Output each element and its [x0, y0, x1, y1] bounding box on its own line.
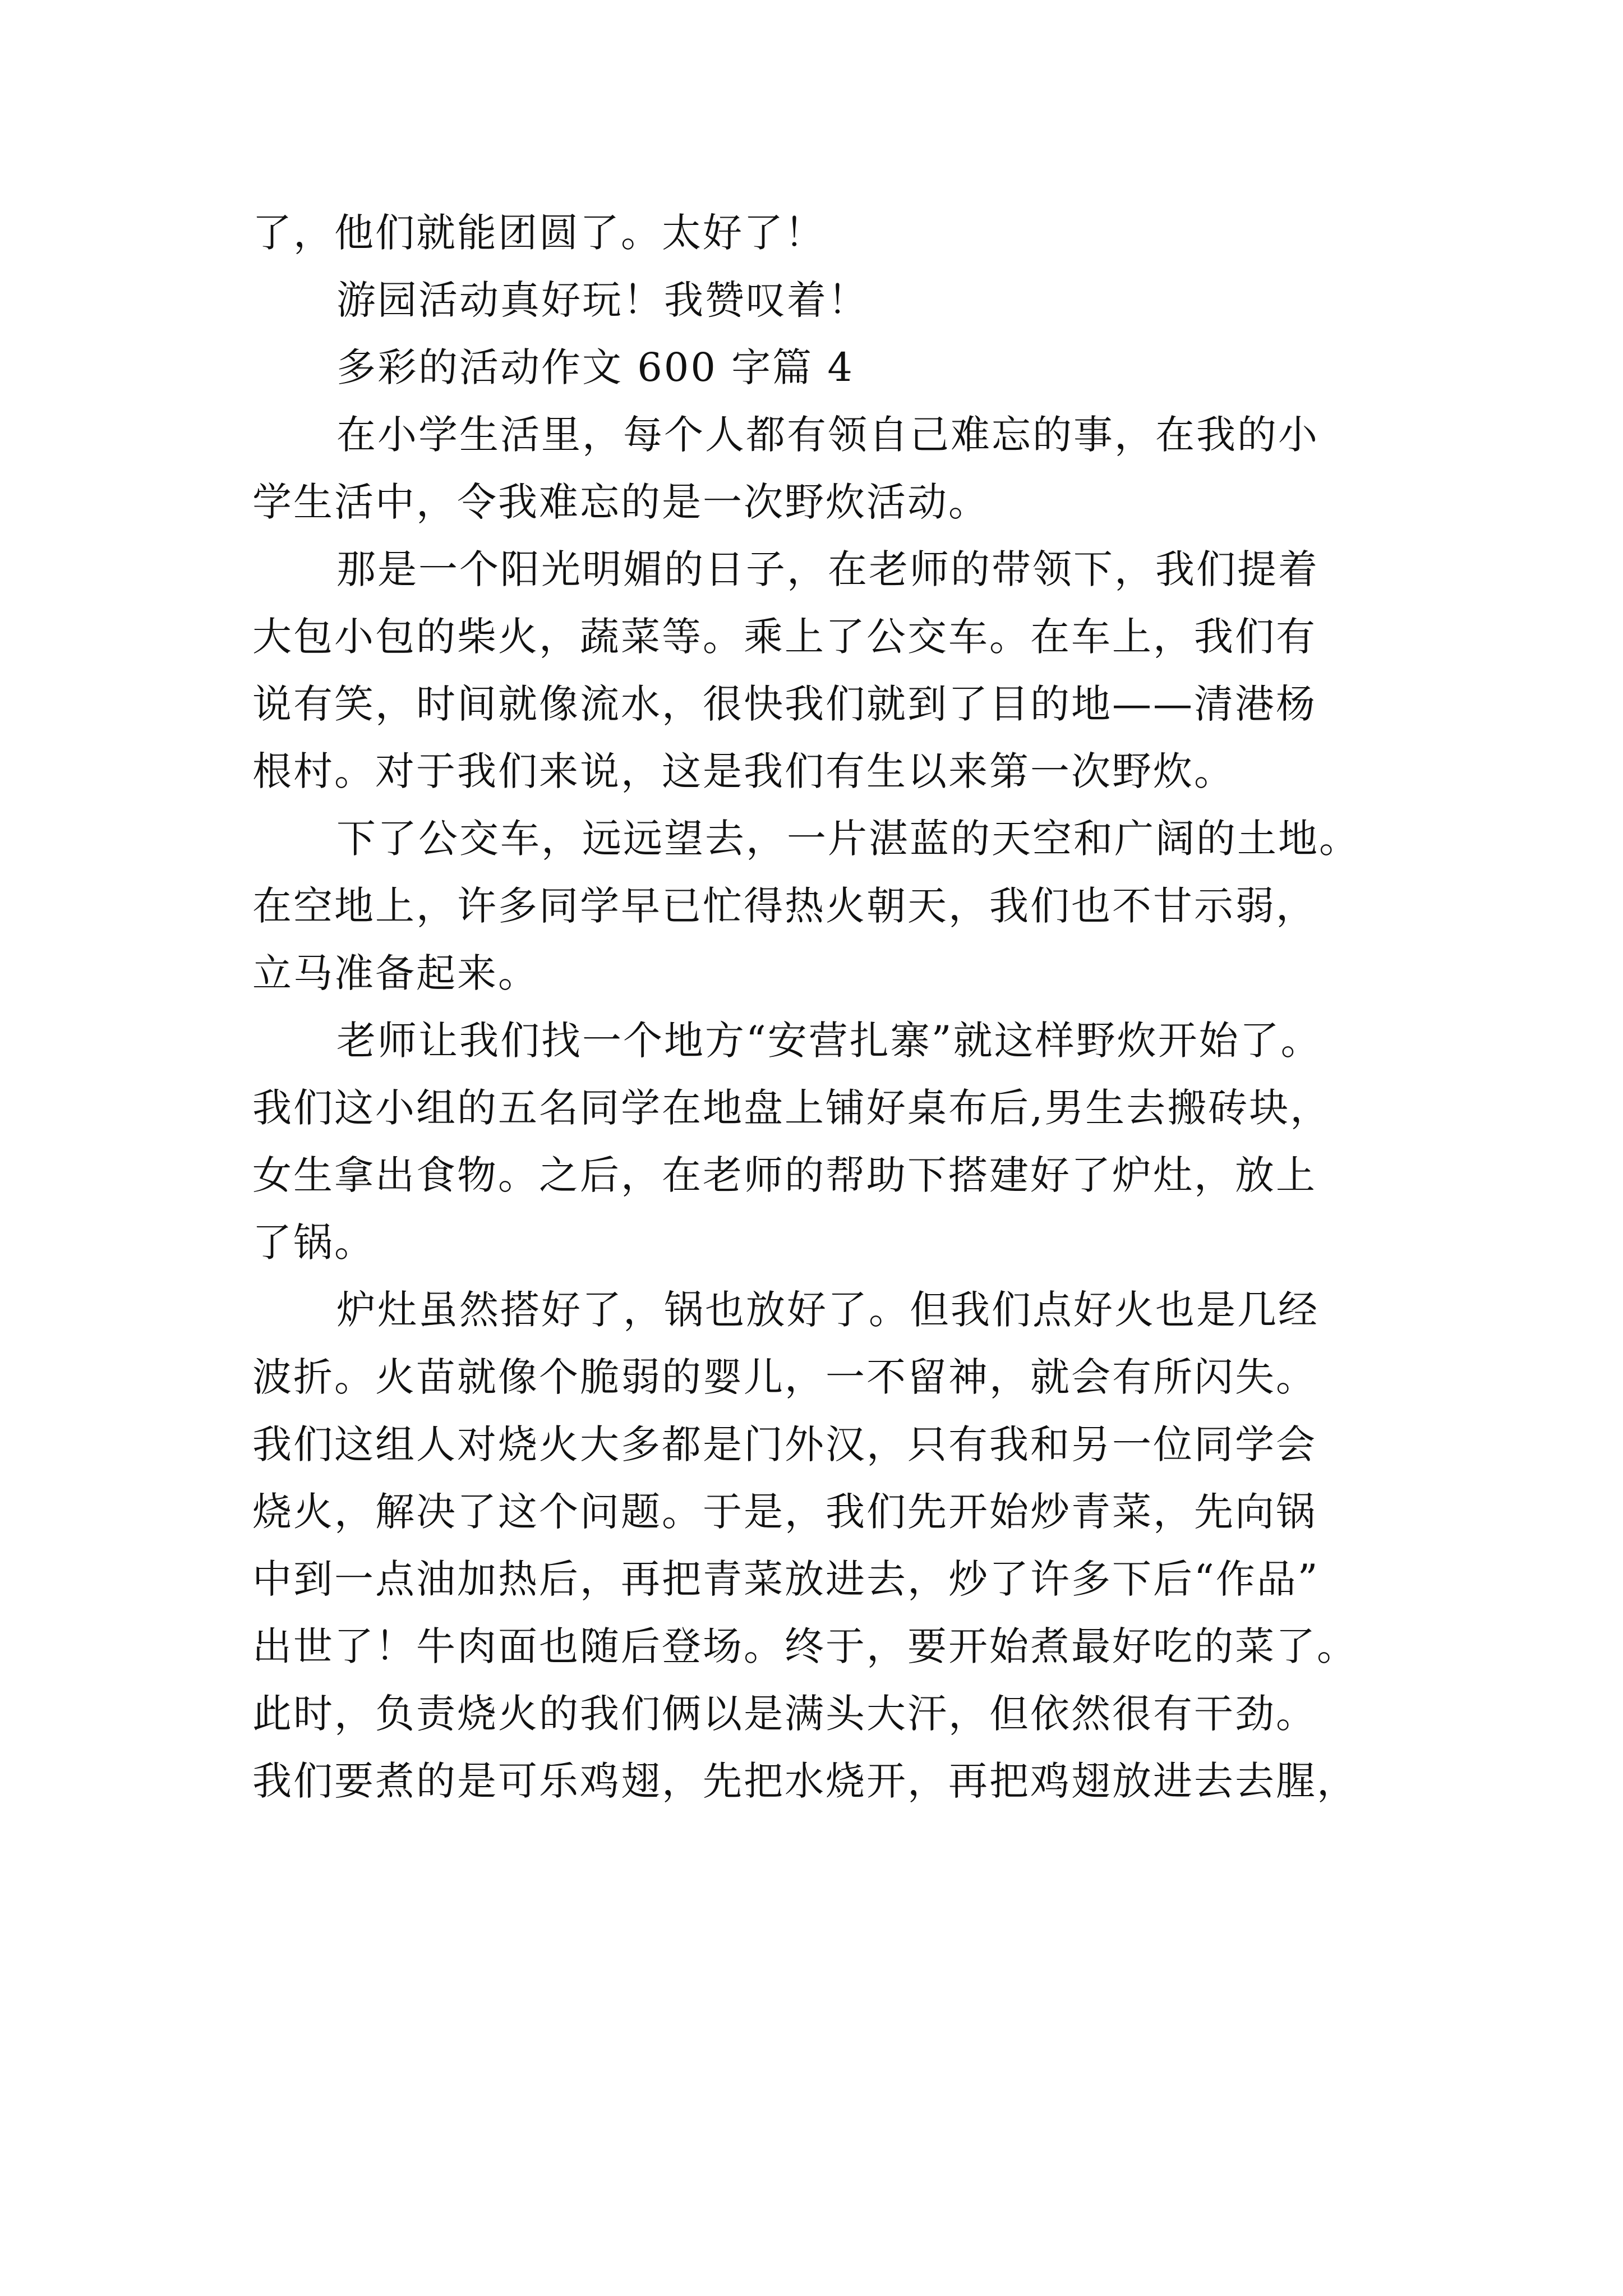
text-line: 了，他们就能团圆了。太好了！: [252, 210, 826, 256]
text-line: 大包小包的柴火，蔬菜等。乘上了公交车。在车上，我们有: [252, 614, 1317, 660]
text-line: 下了公交车，远远望去，一片湛蓝的天空和广阔的土地。: [336, 816, 1360, 862]
document-body: [252, 199, 1396, 1815]
text-line: 炉灶虽然搭好了，锅也放好了。但我们点好火也是几经: [336, 1287, 1319, 1333]
text-line: 立马准备起来。: [252, 950, 539, 996]
text-line: 老师让我们找一个地方“安营扎寨”就这样野炊开始了。: [336, 1018, 1322, 1064]
text-line: 在小学生活里，每个人都有领自己难忘的事，在我的小: [336, 412, 1319, 458]
text-line: 那是一个阳光明媚的日子，在老师的带领下，我们提着: [336, 546, 1319, 592]
text-line: 游园活动真好玩！我赞叹着！: [336, 277, 869, 323]
text-line: 根村。对于我们来说，这是我们有生以来第一次野炊。: [252, 748, 1235, 794]
text-line: 女生拿出食物。之后，在老师的帮助下搭建好了炉灶，放上: [252, 1152, 1317, 1198]
text-line: 烧火，解决了这个问题。于是，我们先开始炒青菜，先向锅: [252, 1489, 1317, 1535]
text-line: 此时，负责烧火的我们俩以是满头大汗，但依然很有干劲。: [252, 1691, 1317, 1737]
text-line: 我们这小组的五名同学在地盘上铺好桌布后,男生去搬砖块，: [252, 1085, 1331, 1131]
text-line: 我们这组人对烧火大多都是门外汉，只有我和另一位同学会: [252, 1421, 1317, 1467]
text-line: 我们要煮的是可乐鸡翅，先把水烧开，再把鸡翅放进去去腥，: [252, 1758, 1358, 1804]
text-line: 说有笑，时间就像流水，很快我们就到了目的地——清港杨: [252, 681, 1317, 727]
text-line: 学生活中，令我难忘的是一次野炊活动。: [252, 479, 989, 525]
section-heading: 多彩的活动作文 600 字篇 4: [336, 344, 854, 390]
text-line: 在空地上，许多同学早已忙得热火朝天，我们也不甘示弱，: [252, 883, 1317, 929]
text-line: 波折。火苗就像个脆弱的婴儿，一不留神，就会有所闪失。: [252, 1354, 1317, 1400]
text-line: 出世了！牛肉面也随后登场。终于，要开始煮最好吃的菜了。: [252, 1623, 1358, 1669]
text-line: 中到一点油加热后，再把青菜放进去，炒了许多下后“作品”: [252, 1556, 1320, 1602]
text-line: 了锅。: [252, 1220, 375, 1266]
